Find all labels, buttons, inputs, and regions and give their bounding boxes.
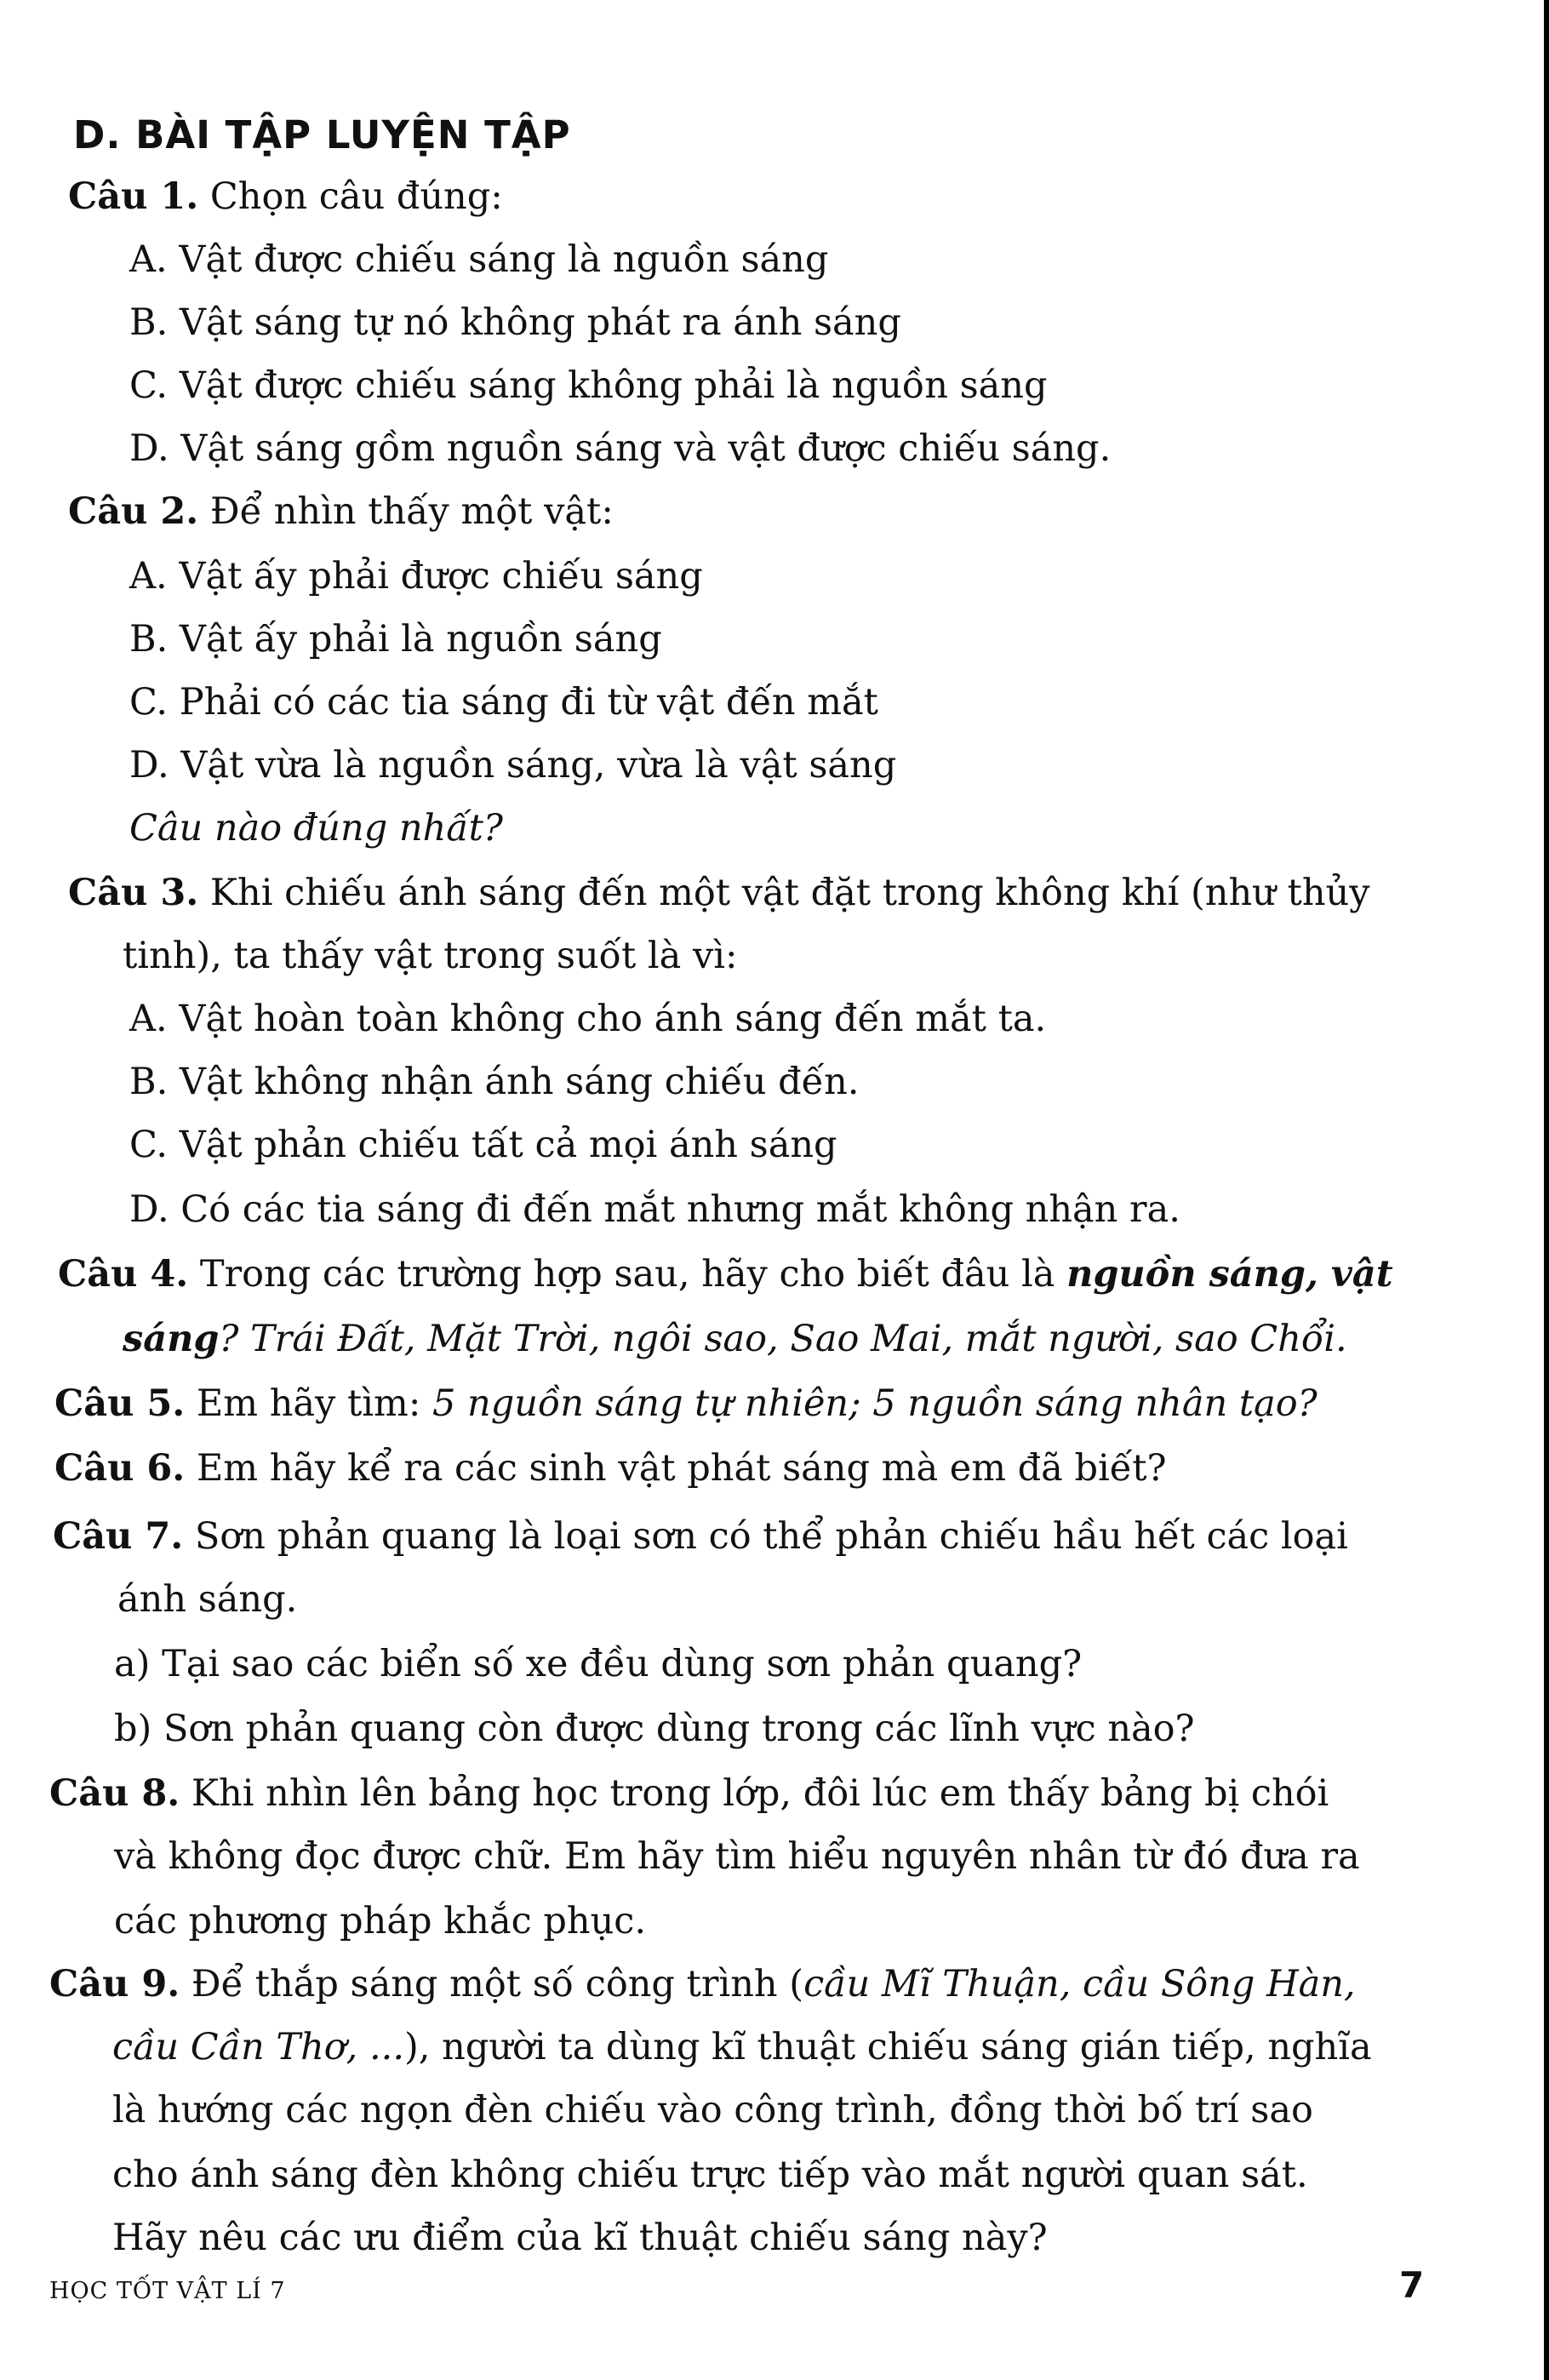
option-d: D. Có các tia sáng đi đến mắt nhưng mắt không nhận ra. [129, 1188, 1180, 1231]
option-a: A. Vật được chiếu sáng là nguồn sáng [129, 238, 829, 281]
option-b: B. Vật không nhận ánh sáng chiếu đến. [129, 1061, 860, 1103]
page-edge [1544, 0, 1549, 2380]
question-label: Câu 6. [54, 1447, 186, 1490]
question-stem: Em hãy tìm: [196, 1382, 432, 1425]
option-d: D. Vật sáng gồm nguồn sáng và vật được chiếu sáng. [129, 427, 1112, 470]
option-b: B. Vật ấy phải là nguồn sáng [129, 618, 662, 661]
question-label: Câu 9. [49, 1963, 180, 2005]
option-d: D. Vật vừa là nguồn sáng, vừa là vật sáng [129, 744, 897, 787]
question-1 [68, 175, 503, 220]
question-stem-continued: là hướng các ngọn đèn chiếu vào công trình, đồng thời bố trí sao [112, 2089, 1313, 2131]
question-stem: Chọn câu đúng: [209, 175, 503, 218]
question-prompt: Câu nào đúng nhất? [129, 807, 503, 850]
question-label: Câu 2. [68, 490, 199, 533]
question-stem-continued: tinh), ta thấy vật trong suốt là vì: [123, 935, 738, 977]
question-stem-continued: cho ánh sáng đèn không chiếu trực tiếp vào mắt người quan sát. [112, 2154, 1308, 2196]
question-3 [68, 872, 1370, 916]
question-8 [49, 1772, 1329, 1816]
question-4 [58, 1253, 1393, 1297]
question-7 [53, 1515, 1348, 1559]
page-number: 7 [1399, 2264, 1425, 2306]
option-b: B. Vật sáng tự nó không phát ra ánh sáng [129, 301, 901, 344]
part-b: b) Sơn phản quang còn được dùng trong các lĩnh vực nào? [114, 1708, 1195, 1750]
question-stem: Trong các trường hợp sau, hãy cho biết đâu là [199, 1253, 1067, 1296]
question-label: Câu 7. [53, 1515, 184, 1558]
question-stem: Khi nhìn lên bảng học trong lớp, đôi lúc em thấy bảng bị chói [191, 1772, 1329, 1815]
question-stem-continued [123, 1318, 1347, 1362]
bridge-list: cầu Mĩ Thuận, cầu Sông Hàn, [803, 1963, 1356, 2005]
option-c: C. Phải có các tia sáng đi từ vật đến mắt [129, 681, 878, 724]
question-stem-continued: và không đọc được chữ. Em hãy tìm hiểu nguyên nhân từ đó đưa ra [114, 1835, 1360, 1878]
question-stem-continued [112, 2026, 1372, 2070]
question-label: Câu 8. [49, 1772, 180, 1815]
section-heading: D. BÀI TẬP LUYỆN TẬP [73, 112, 571, 157]
question-stem: ), người ta dùng kĩ thuật chiếu sáng gián tiếp, nghĩa [404, 2026, 1372, 2068]
option-c: C. Vật phản chiếu tất cả mọi ánh sáng [129, 1124, 837, 1166]
part-a: a) Tại sao các biển số xe đều dùng sơn phản quang? [114, 1643, 1083, 1685]
book-title: HỌC TỐT VẬT LÍ 7 [49, 2278, 286, 2304]
question-label: Câu 5. [54, 1382, 186, 1425]
question-6 [54, 1447, 1167, 1491]
option-c: C. Vật được chiếu sáng không phải là nguồn sáng [129, 364, 1048, 407]
question-italic: 5 nguồn sáng tự nhiên; 5 nguồn sáng nhân tạo? [432, 1382, 1318, 1425]
question-stem: Để nhìn thấy một vật: [209, 490, 614, 533]
question-2 [68, 490, 614, 535]
question-stem: Em hãy kể ra các sinh vật phát sáng mà em đã biết? [196, 1447, 1167, 1490]
question-5 [54, 1382, 1318, 1427]
question-9 [49, 1963, 1356, 2007]
question-stem: Sơn phản quang là loại sơn có thể phản chiếu hầu hết các loại [194, 1515, 1348, 1558]
question-stem-continued: Hãy nêu các ưu điểm của kĩ thuật chiếu sáng này? [112, 2217, 1048, 2259]
question-stem: Để thắp sáng một số công trình ( [191, 1963, 804, 2005]
option-a: A. Vật ấy phải được chiếu sáng [129, 555, 703, 598]
emphasis-term: sáng [123, 1318, 220, 1360]
question-label: Câu 1. [68, 175, 199, 218]
question-label: Câu 3. [68, 872, 199, 914]
bridge-list: cầu Cần Thơ, ... [112, 2026, 405, 2068]
question-label: Câu 4. [58, 1253, 189, 1296]
option-a: A. Vật hoàn toàn không cho ánh sáng đến mắt ta. [129, 998, 1047, 1040]
question-stem-continued: ánh sáng. [117, 1578, 298, 1621]
question-stem: Khi chiếu ánh sáng đến một vật đặt trong không khí (như thủy [209, 872, 1370, 914]
emphasis-term: nguồn sáng, vật [1066, 1253, 1393, 1296]
question-stem-continued: các phương pháp khắc phục. [114, 1900, 647, 1942]
example-list: ? Trái Đất, Mặt Trời, ngôi sao, Sao Mai, mắt người, sao Chổi. [219, 1318, 1347, 1360]
